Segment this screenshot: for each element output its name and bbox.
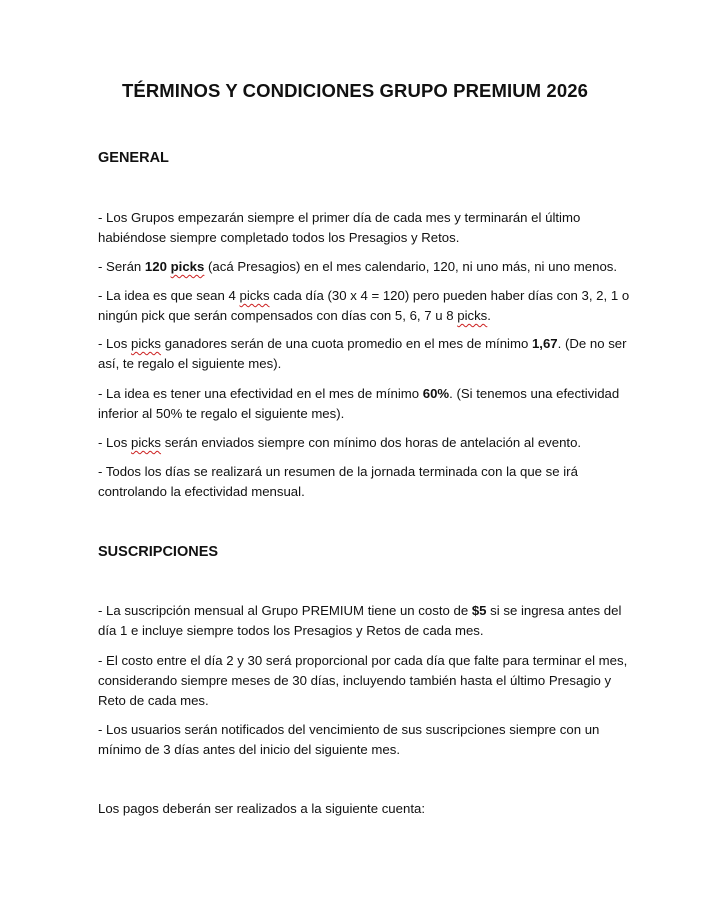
text-line: inferior al 50% te regalo el siguiente mes). [98, 406, 345, 421]
text-run: ganadores serán de una cuota promedio en el mes de mínimo [161, 336, 532, 351]
section-heading-suscripciones: SUSCRIPCIONES [98, 544, 219, 560]
text-line: - Los Grupos empezarán siempre el primer día de cada mes y terminarán el último [98, 210, 581, 225]
spellcheck-word: picks [170, 259, 205, 274]
text-line: controlando la efectividad mensual. [98, 484, 305, 499]
spellcheck-word: picks [130, 435, 162, 450]
general-paragraph-5 [98, 384, 618, 424]
bold-run [145, 259, 204, 274]
general-paragraph-1 [98, 208, 618, 248]
text-line: - Los usuarios serán notificados del vencimiento de sus suscripciones siempre con un [98, 722, 600, 737]
text-run: - La idea es que sean 4 [98, 288, 240, 303]
text-line [98, 601, 622, 621]
payment-account-text [98, 799, 618, 819]
text-line [98, 384, 618, 404]
text-line [98, 433, 618, 453]
suscripciones-paragraph-3 [98, 720, 618, 760]
bold-number: 120 [144, 259, 167, 274]
text-run: si se ingresa antes del [486, 603, 622, 618]
suscripciones-paragraph-1 [98, 601, 622, 641]
suscripciones-paragraph-2 [98, 651, 628, 711]
text-run: - Serán [98, 259, 145, 274]
document-title: TÉRMINOS Y CONDICIONES GRUPO PREMIUM 2026 [121, 80, 588, 101]
section-heading-general: GENERAL [98, 150, 169, 166]
text-line [98, 334, 627, 354]
text-line [98, 257, 618, 277]
text-line: considerando siempre meses de 30 días, incluyendo también hasta el último Presagio y [98, 673, 612, 688]
text-run: - La idea es tener una efectividad en el mes de mínimo [98, 386, 423, 401]
text-line: día 1 e incluye siempre todos los Presagios y Retos de cada mes. [98, 623, 484, 638]
bold-price: $5 [471, 603, 487, 618]
text-run: . [487, 308, 491, 323]
text-line [98, 286, 630, 306]
general-paragraph-7 [98, 462, 618, 502]
spellcheck-word: picks [130, 336, 162, 351]
text-line: - Todos los días se realizará un resumen de la jornada terminada con la que se irá [98, 464, 578, 479]
general-paragraph-6 [98, 433, 618, 453]
text-line: habiéndose siempre completado todos los Presagios y Retos. [98, 230, 460, 245]
text-run: - Los [98, 336, 131, 351]
bold-number: 1,67 [531, 336, 558, 351]
text-line: así, te regalo el siguiente mes). [98, 356, 282, 371]
text-line: - El costo entre el día 2 y 30 será proporcional por cada día que falte para terminar el mes, [98, 653, 628, 668]
text-run: (acá Presagios) en el mes calendario, 120, ni uno más, ni uno menos. [204, 259, 618, 274]
general-paragraph-4 [98, 334, 627, 374]
text-run: cada día (30 x 4 = 120) pero pueden haber días con 3, 2, 1 o [269, 288, 630, 303]
bold-number: 60% [422, 386, 450, 401]
general-paragraph-2 [98, 257, 618, 277]
text-run: - La suscripción mensual al Grupo PREMIUM tiene un costo de [98, 603, 472, 618]
general-paragraph-3 [98, 286, 630, 326]
spellcheck-word: picks [457, 308, 488, 323]
text-line: Los pagos deberán ser realizados a la siguiente cuenta: [98, 801, 425, 816]
text-run: ningún pick que serán compensados con días con 5, 6, 7 u 8 [98, 308, 458, 323]
spellcheck-word: picks [239, 288, 270, 303]
text-line [98, 306, 618, 326]
text-run: . (De no ser [557, 336, 627, 351]
text-run: . (Si tenemos una efectividad [449, 386, 620, 401]
text-line: Reto de cada mes. [98, 693, 209, 708]
text-run: - Los [98, 435, 131, 450]
text-line: mínimo de 3 días antes del inicio del siguiente mes. [98, 742, 401, 757]
text-run: serán enviados siempre con mínimo dos horas de antelación al evento. [161, 435, 582, 450]
